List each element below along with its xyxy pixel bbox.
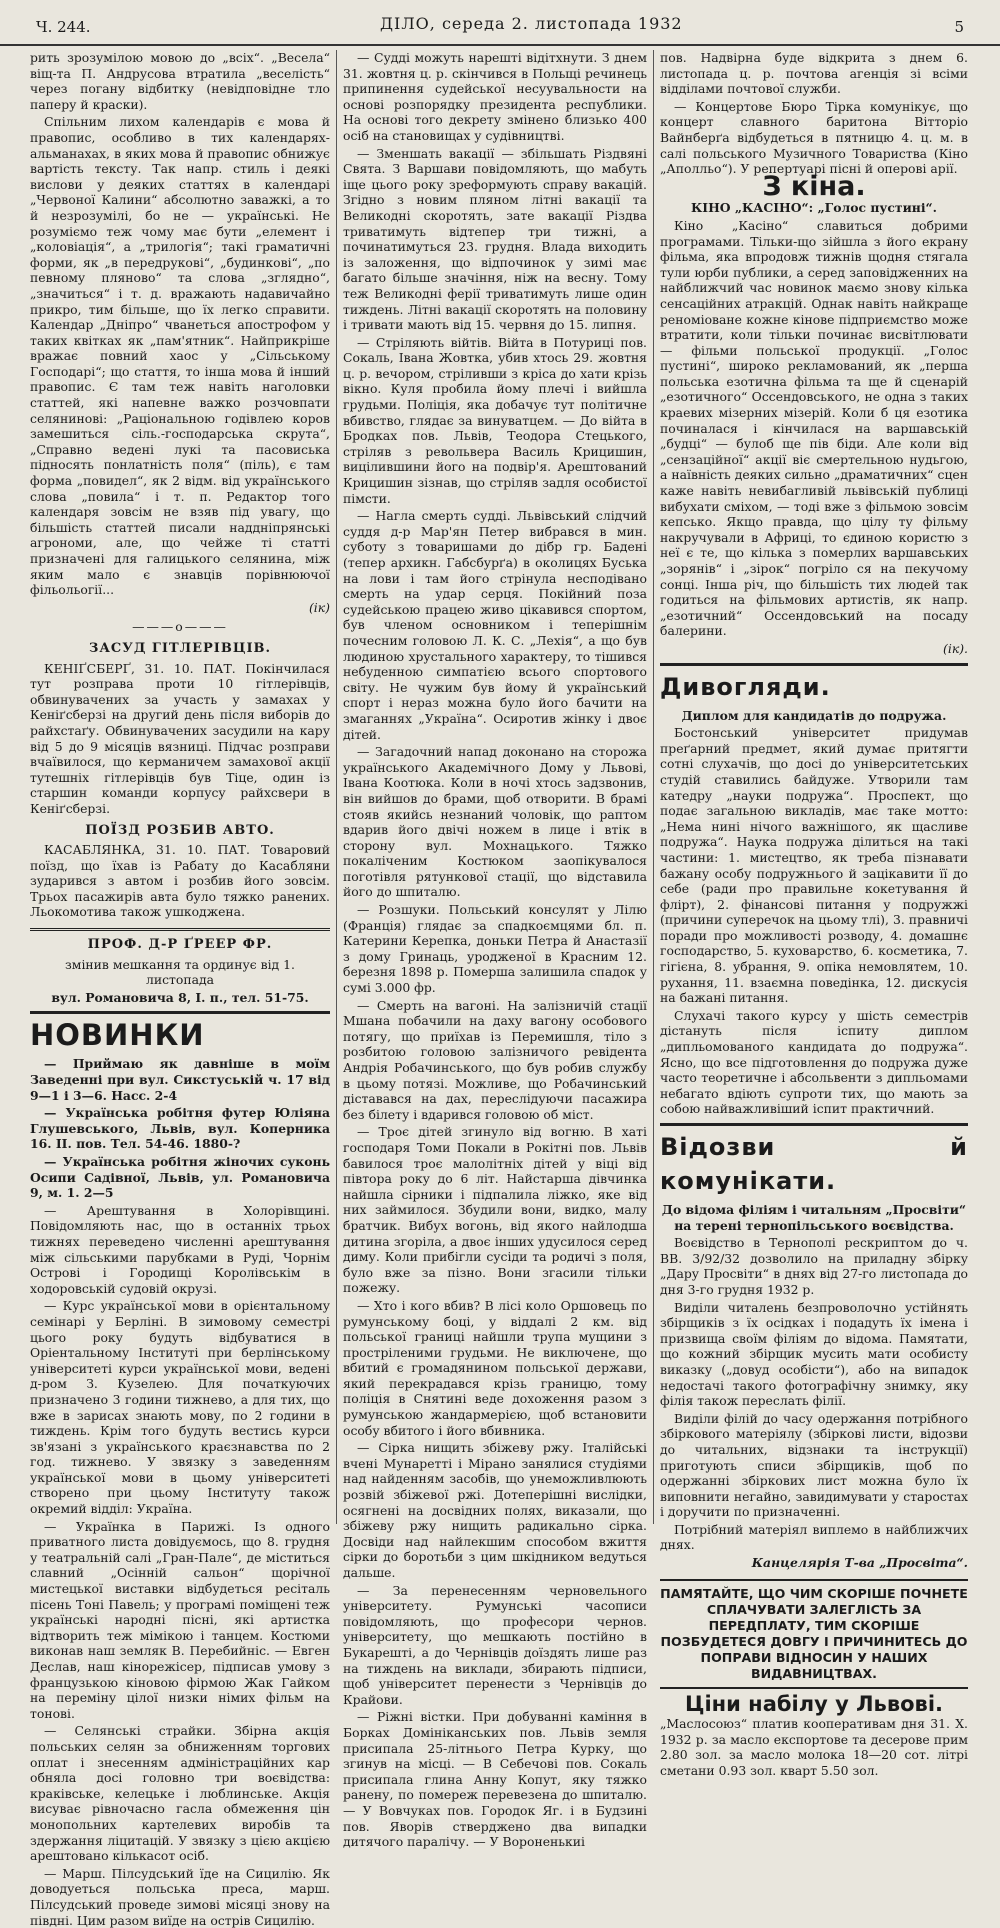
section-title: Відозви й комунікати.	[660, 1133, 968, 1195]
article-paragraph: Бостонський університет придумав преґарний предмет, який думає притягти сотні слухачів, що досі до університетських студій ставились байдуже. Утворили там катедру „науки подружа“. Проспект, що подає загальною викладів, має таке мотто: „Нема нині нічого важнішого, як щасливе подружа“. Наука подружа ділиться на такі частини: 1. мистецтво, як треба пізнавати бажану особу подружнього й зацікавити її до себе (ради про правильне кокетування й фліpт), 2. фінансові питання у подружжі (причини суперечок на цьому тлі), 3. правничі поради про можливості розводу, 4. домашнє господарство, 5. куховарство, 6. косметика, 7. гігієна, 8. убрання, 9. опіка немовлятем, 10. рухання, 11. взаємна поведінка, 12. дискусія на бажані питання.	[660, 725, 968, 1006]
notice-text: змінив мешкання та ординує від 1. листопада	[65, 956, 295, 988]
news-item: — Українка в Парижі. Із одного приватного листа довідуємось, що 8. грудня у театральній салі „Гран-Пале“, де міститься славний „Осінній сальон“ щорічної мистецької виставки відбудеться реcітaль пісень Тоні Павель; у програмі поміщені теж українські народні пісні, які артистка відтворить теж мімікою і танцем. Костюми виконав наш земляк В. Перебийніс. — Евген Деслав, наш кінорежісер, підписав умову з французькою кіновою фірмою Жак Гайком на переміну цілої низки німих фільм на тонові.	[30, 1518, 330, 1721]
rule	[660, 1123, 968, 1126]
page-right-number: 5	[954, 18, 964, 36]
news-item: — Смерть на вагоні. На залізничій стації Мшана побачили на даху вагону особового потягу, що приїхав із Перемишля, тіло з розбитою головою залізничого ревідента Андрія Робачинського, що був робив службу в цьому потязі. Можливе, що Робачинський діставався на дах, переслідуючи пасажира без білету і вдарився головою об міст.	[343, 997, 647, 1122]
column-3	[660, 50, 968, 1779]
rule	[660, 663, 968, 666]
notice-address: вул. Романовича 8, І. п., тел. 51-75.	[51, 989, 309, 1005]
news-item: — Наглa смерть судді. Львівський слідчий суддя д-р Мар'ян Петер вибрався в мин. суботу з товаришами до дібр гр. Бадені (тепер архикн. Габсбурґа) в околицях Буська на лови і там його стрінула несподівано смерть на удар серця. Покійний поза судейською працею живо цікавився спортом, був членом основником і теперішнім почесним головою Л. К. С. „Лехія“, а що був людиною хрустального характеру, то тішився небуденною симпатією всього спортового світу. Не чужим був йому й український спорт і нераз можна було його бачити на змаганнях „Україна“. Осиротив жінку і двоє дітей.	[343, 508, 647, 742]
news-item: — Зменшать вакації — збільшать Різдвяні Свята. З Варшави повідомляють, що мабуть іще цього року зреформують справу вакацій. Згідно з новим пляном літні вакації та Великодні скоротять, зате вакації Різдва триватимуть відтепер три тижні, а починатимуться 23. грудня. Влада виходить із заложення, що відпочинок у зимі має багато більше значіння, ніж на весну. Тому теж Великодні ферії триватимуть лише один тиждень. Літні вакації скоротять на половину і тривати мають від 15. червня до 15. липня.	[343, 145, 647, 333]
story-title: ПОЇЗД РОЗБИВ АВТО.	[85, 822, 275, 838]
section-title: З кіна.	[762, 170, 866, 202]
news-item: — Селянські страйки. Збірна акція польських селян за обниженням торгових оплат і знесенням адміністраційних кар обняла досі головно три воєвідства: краківське, келецьке і люблинське. Акція висуває рівночасно гасла обмеження цін монопольних картелевих виробів та здержання ліцитацій. У звязку з цією акцією арештовано кількасот осіб.	[30, 1723, 330, 1864]
section-subtitle: КІНО „КАСІНО“: „Голос пустині“.	[691, 200, 937, 216]
ad-item: — Українська робітня футер Юліяна Глушевського, Львів, вул. Коперника 16. ІІ. пов. Тел. 54-46. 1880-?	[30, 1105, 330, 1152]
double-rule	[30, 928, 330, 931]
page-number: Ч. 244.	[36, 18, 91, 36]
ad-item: — Українська робітня жіночих суконь Осипи Садівної, Львів, ул. Романовича 9, м. 1. 2—5	[30, 1154, 330, 1201]
notice-name: ПРОФ. Д-Р ҐРЕЕР ФР.	[87, 937, 273, 953]
article-paragraph: Воєвідство в Тернополі рескриптом до ч. ВВ. 3/92/32 дозволило на приладну збірку „Дару Просвіти“ в днях від 27-го листопада до дня 3-го грудня 1932 р.	[660, 1235, 968, 1297]
story-title: ЗАСУД ГІТЛЕРІВЦІВ.	[88, 640, 272, 656]
news-item: — За перенесенням черновельного університету. Румунські часописи повідомляють, що професори чернов. університету, що мешкають постійно в Букарешті, а до Чернівців доїздять лише раз на тиждень на виклади, збирають підписи, щоб університет перенести з Чернівців до Крайови.	[343, 1582, 647, 1707]
masthead: ДІЛО, середа 2. листопада 1932	[380, 14, 683, 33]
article-paragraph: Виділи філій до часу одержання потрібного збіркового матеріялу (збіркові листи, відозви до читальних, відзнаки та інструкції) приготують списи збірщиків, щоб по одержанні збіркових лист можна було їх виповнити негайно, завидимувати у старостах і доручити по призначенні.	[660, 1410, 968, 1520]
news-item: — Курс української мови в орієнтальному семінарі у Берліні. В зимовому семестрі цього року будуть відбуватися в Оріентальному Інституті при берлінському університеті курси української мови, ведені д-ром З. Кузелею. Для початкуючих призначено 3 години тижнево, а для тих, що вже в зарисах знають мову, по 2 години в тиждень. Крім того будуть вестись курси зв'язані з українського краєзнавства по 2 год. тижнево. У звязку з заведенням української мови в цьому університеті створено при цьому Інституту також окремий відділ: Україна.	[30, 1298, 330, 1517]
news-item: — Судді можуть нарешті відітхнути. З днем 31. жовтня ц. р. скінчився в Польщі речинець припинення судейської несуувальности на основі розпорядку президента республики. На основі того декрету змінено близько 400 осіб на становищах у судівництві.	[343, 50, 647, 143]
section-title: НОВИНКИ	[30, 1018, 205, 1053]
news-item: — Стріляють війтів. Війта в Потуриці пов. Сокаль, Івана Жовтка, убив хтось 29. жовтня ц. р. вечором, стріливши з кріса до хати крізь вікно. Куля пробила йому плечі і вийшла грудьми. Поліція, яка добачує тут політичне вбивство, глядає за винуватцем. — До війта в Бродках пов. Львів, Теодора Стецького, стріляв з револьвера Василь Крицишин, вицілившини його на подвір'я. Арештований Крицишин зізнав, що стріляв задля особистої пімсти.	[343, 334, 647, 506]
article-paragraph: Виділи читалень безпроволочно устійнять збірщиків з їх осідках і подадуть їх імена і призвища своїм філіям до відома. Памятати, що кожний збірщик мусить мати особисту виказку („довуд особісти“), або на випадок недостачі такого фотографічну знимку, яку філія також переслать філії.	[660, 1299, 968, 1409]
news-item: — Ріжні вістки. При добуванні каміння в Борках Домініканських пов. Львів земля присипала 25-літнього Петра Курку, що згинув на місці. — В Себечові пов. Сокаль присипала глина Анну Копут, яку тяжко ранену, по помереж перевезена до шпиталю. — У Вовчуках пов. Городок Яг. і в Будзині пов. Яворів стверджено два випадки дитячого паралічу. — У Вороненькиі	[343, 1709, 647, 1850]
news-item: — Арештування в Холорівщині. Повідомляють нас, що в останніх трьох тижнях переведено численні арештування між сільськими парубками в Руді, Чорнім Острові і Городищі Королівськім в ходоровській судовій окрузі.	[30, 1202, 330, 1296]
article-paragraph: Кіно „Касіно“ славиться добрими програмами. Тільки-що зійшла з його екрану фільма, яка впродовж тижнів щодня стягала тули юрби публики, а серед заповідженних на найближчий час новинок маємо знову кілька сенсаційних атракцій. Однак навіть найкраще реноміоване кожне кінове підприємство може втратити, коли тільки починає висвітлювати — фільми польської продукції. „Голос пустині“, широко рекламований, як „перша польська езотична фільма та ще й сценарій „езотичного“ Оссендовського, не одна з таких краевих мізерних мізерій. Коли б ця езотика починалася і кінчилася на варшавській „будці“ — булоб ще пів біди. Але коли від „сензаційної“ акції віє смертельною нудьгою, а наївність деяких сильно „драматичних“ сцен каже навіть невибагливій львівській публиці вибухати сміхом, — тоді вже з фільмою зовсім кепсько. Якщо правда, що цілу ту фільму накручували в Африці, то єдиною користю з неї є те, що кілька з померлих варшавських „зорянів“ і „зірок“ погріло ся на пекучому сонці. Інша річ, що більшість тих людей так годиться на фільмових артистів, як напр. „езотичний“ Оссендовський на посаду балерини.	[660, 217, 968, 639]
article-paragraph: Спільним лихом календарів є мова й правопис, особливо в тих календарях-альманахах, в яких мова й правопис обнижує вартість тексту. Так напр. стиль і деякі вислови у деяких статтях в календарі „Червоної Калини“ абсолютно заважкі, а то й незрозумілі, бо не — українські. Не розуміємо теж чому має бути „елемент і „коловіація“, а „трилогія“; такі граматичні форми, як „в передрукові“, „будинкові“, „по певному пляново“ та слова „зглядно“, „значиться“ і т. д. вражають надавичайно прикро, тим більше, що їх легко справити. Календар „Дніпро“ чванеться апострофом у таких квітках як „пам'ятник“. Найприкріше вражає повний хаос у „Сільському Господарі“; що стаття, то інша мова й інший правопис. Є там теж навіть наголовки статтей, які напевне важко розчовпати селянинові: „Раціональною годівлею коров замешиться сіль.-господарська скрута“, „Справно ведені лукі та пасовиська підносять понлатність поля“ (піль), є там форма „повидел“, як 2 відм. від українського слова „повила“ і т. п. Редактор того календаря зовсім не взяв під увагу, що більшість статтей писали наддніпрянські агрономи, але, що чейже ті статті призначені для галицького селянина, між яким мало є знавців порівнюючої фільольогії...	[30, 114, 330, 598]
news-item: — Загадочний напад доконано на сторожа українського Академічного Дому у Львові, Івана Коотюка. Коли в ночі хтось задзвонив, він вийшов до брами, щоб отворити. В брамі стояв якийсь незнаний чоловік, що раптом вдарив його двічі ножем в лице і втік в сторону вул. Мохнацького. Тяжко покаліченим Костюком заопікувалося поготівля рятункової стації, що відставила його до шпиталю.	[343, 744, 647, 900]
article-paragraph: Потрібний матеріял виплемо в найближчих днях.	[660, 1521, 968, 1553]
article-signature: (ік).	[943, 640, 968, 656]
article-paragraph: пов. Надвірна буде відкрита з днем 6. листопада ц. р. почтова агенція зі всіми відділами почтової служби.	[660, 50, 968, 97]
column-divider	[336, 50, 337, 1524]
news-item: — Марш. Пілсудський їде на Сицилію. Як доводуеться польська преса, марш. Пілсудський проведе зимові місяці знову на півдні. Цим разом виїде на острів Сицилію.	[30, 1865, 330, 1928]
story-text: КЕНІҐСБЕРҐ, 31. 10. ПАТ. Покінчилася тут розправа проти 10 гітлерівців, обвинувачених за участь у замахах у Кеніґсберзі на другий день після виборів до райхстаґу. Обвинувачених засудили на кару від 5 до 9 місяців вязниці. Підчас розправи вчаївилося, що керманичем замахової акції тутешніх гітлерівців був Тіце, один із старшин команди корпусу райхсвери в Кеніґсберзі.	[30, 660, 330, 816]
article-signature: (ік)	[308, 599, 330, 615]
article-paragraph: „Маслосоюз“ платив кооперативам дня 31. Х. 1932 р. за масло експортове та десерове прим 2.80 зол. за масло молока 18—20 сот. літрі сметани 0.93 зол. кварт 5.50 зол.	[660, 1716, 968, 1779]
story-text: КАСАБЛЯНКА, 31. 10. ПАТ. Товаровий поїзд, що їхав із Рабату до Касабляни зударився з автом і розбив його зовсім. Трьох пасажирів авта було тяжко ранених. Льокомотива також ушкоджена.	[30, 842, 330, 920]
running-header	[0, 0, 1000, 46]
ad-item: — Приймаю як давніше в моїм Заведенні при вул. Сикстуській ч. 17 від 9—1 і 3—6. Насс. 2-4	[30, 1056, 330, 1103]
article-paragraph: Слухачі такого курсу у шість семестрів дістануть після іспиту диплом „дипльомованого кандидата до подружа“. Ясно, що все підготовлення до подружа дуже часто теоретичне і абсольвенти з дипльомами небагато вдіють супроти тих, що мають за собою найважливіший іспит практичний.	[660, 1007, 968, 1117]
article-paragraph: — Концертове Бюро Тірка комунікує, що концерт славного баритона Вітторіо Вайнберґа відбудеться в пятницю 4. ц. м. в салі польського Музичного Товариства (Кіно „Аполльо“). У репертуарі пісні й оперові арії.	[660, 98, 968, 177]
rule	[30, 1011, 330, 1014]
news-item: — Хто і кого вбив? В лісі коло Оршовець по румунському боці, у віддалі 2 км. від польської границі найшли трупа мущини з простріленими грудьми. Не виключене, що вбитий є громадянином польської держави, який перекрадався крізь границю, тому поліція в Снятині веде дохоження разом з румунською жандармерією, щоб встановити особу вбитого і його вбивника.	[343, 1297, 647, 1438]
subscription-notice: ПАМЯТАЙТЕ, ЩО ЧИМ СКОРІШЕ ПОЧНЕТЕ СПЛАЧУВАТИ ЗАЛЕГЛІСТЬ ЗА ПЕРЕДПЛАТУ, ТИМ СКОРІШЕ ПОЗБУДЕТЕСЯ ДОВГУ І ПРИЧИНИТЕСЬ ДО ПОПРАВИ ВІДНОСИН У НАШИХ ВИДАВНИЦТВАХ.	[660, 1579, 968, 1689]
separator: ———o———	[132, 619, 228, 635]
section-title: Дивогляди.	[660, 672, 831, 701]
column-2	[343, 50, 647, 1850]
article-paragraph: рить зрозумілою мовою до „всіх“. „Весела“ віщ-та П. Андрусова втратила „веселість“ через погану відбитку (невідповідне тло паперу й краски).	[30, 50, 330, 112]
section-subtitle: Диплом для кандидатів до подружа.	[681, 707, 947, 723]
news-item: — Розшуки. Польський консулят у Лілю (Франція) глядає за спадкоємцями бл. п. Катерини Керепка, доньки Петра й Анастазії з дому Гринаць, уродженої в Красним 12. березня 1898 р. Померша залишила спадок у сумі 3.000 фр.	[343, 902, 647, 996]
article-signature: Канцелярія Т-ва „Просвіта“.	[751, 1555, 968, 1571]
column-divider	[653, 50, 654, 1524]
news-item: — Троє дітей згинуло від вогню. В хаті господаря Томи Покали в Рокітні пов. Львів бавилося троє малолітніх дітей у віці від півтора року до 6 літ. Найстарша дівчинка найшла сірники і підпалила ліжко, яке від них займилося. Збудили вони, видко, малу братчик. Вибух вогонь, від якого найлодша дитина згоріла, а двоє інших удусилося серед диму. Коли прибігли сусіди та родичі з поля, було вже за пізно. Вони згасили тільки пожежу.	[343, 1124, 647, 1296]
news-item: — Сірка нищить збіжеву ржу. Італійські вчені Мунаретті і Мірано занялися студіями над найденням засобів, що унеможливлюють розвій збіжевої ржі. Дотеперішні вислідки, осягнені на досвідних полях, виказали, що збіжеву ржу нищить радикально сірка. Досвіди над найлекшим способом вжиття сірки до боротьби з цим шкідником ведуться дальше.	[343, 1440, 647, 1580]
column-1	[30, 50, 330, 1928]
section-subtitle: До відома філіям і читальням „Просвіти“ на терені тернопільського воєвідства.	[661, 1202, 967, 1233]
section-title: Ціни набілу у Львові.	[684, 1691, 944, 1716]
